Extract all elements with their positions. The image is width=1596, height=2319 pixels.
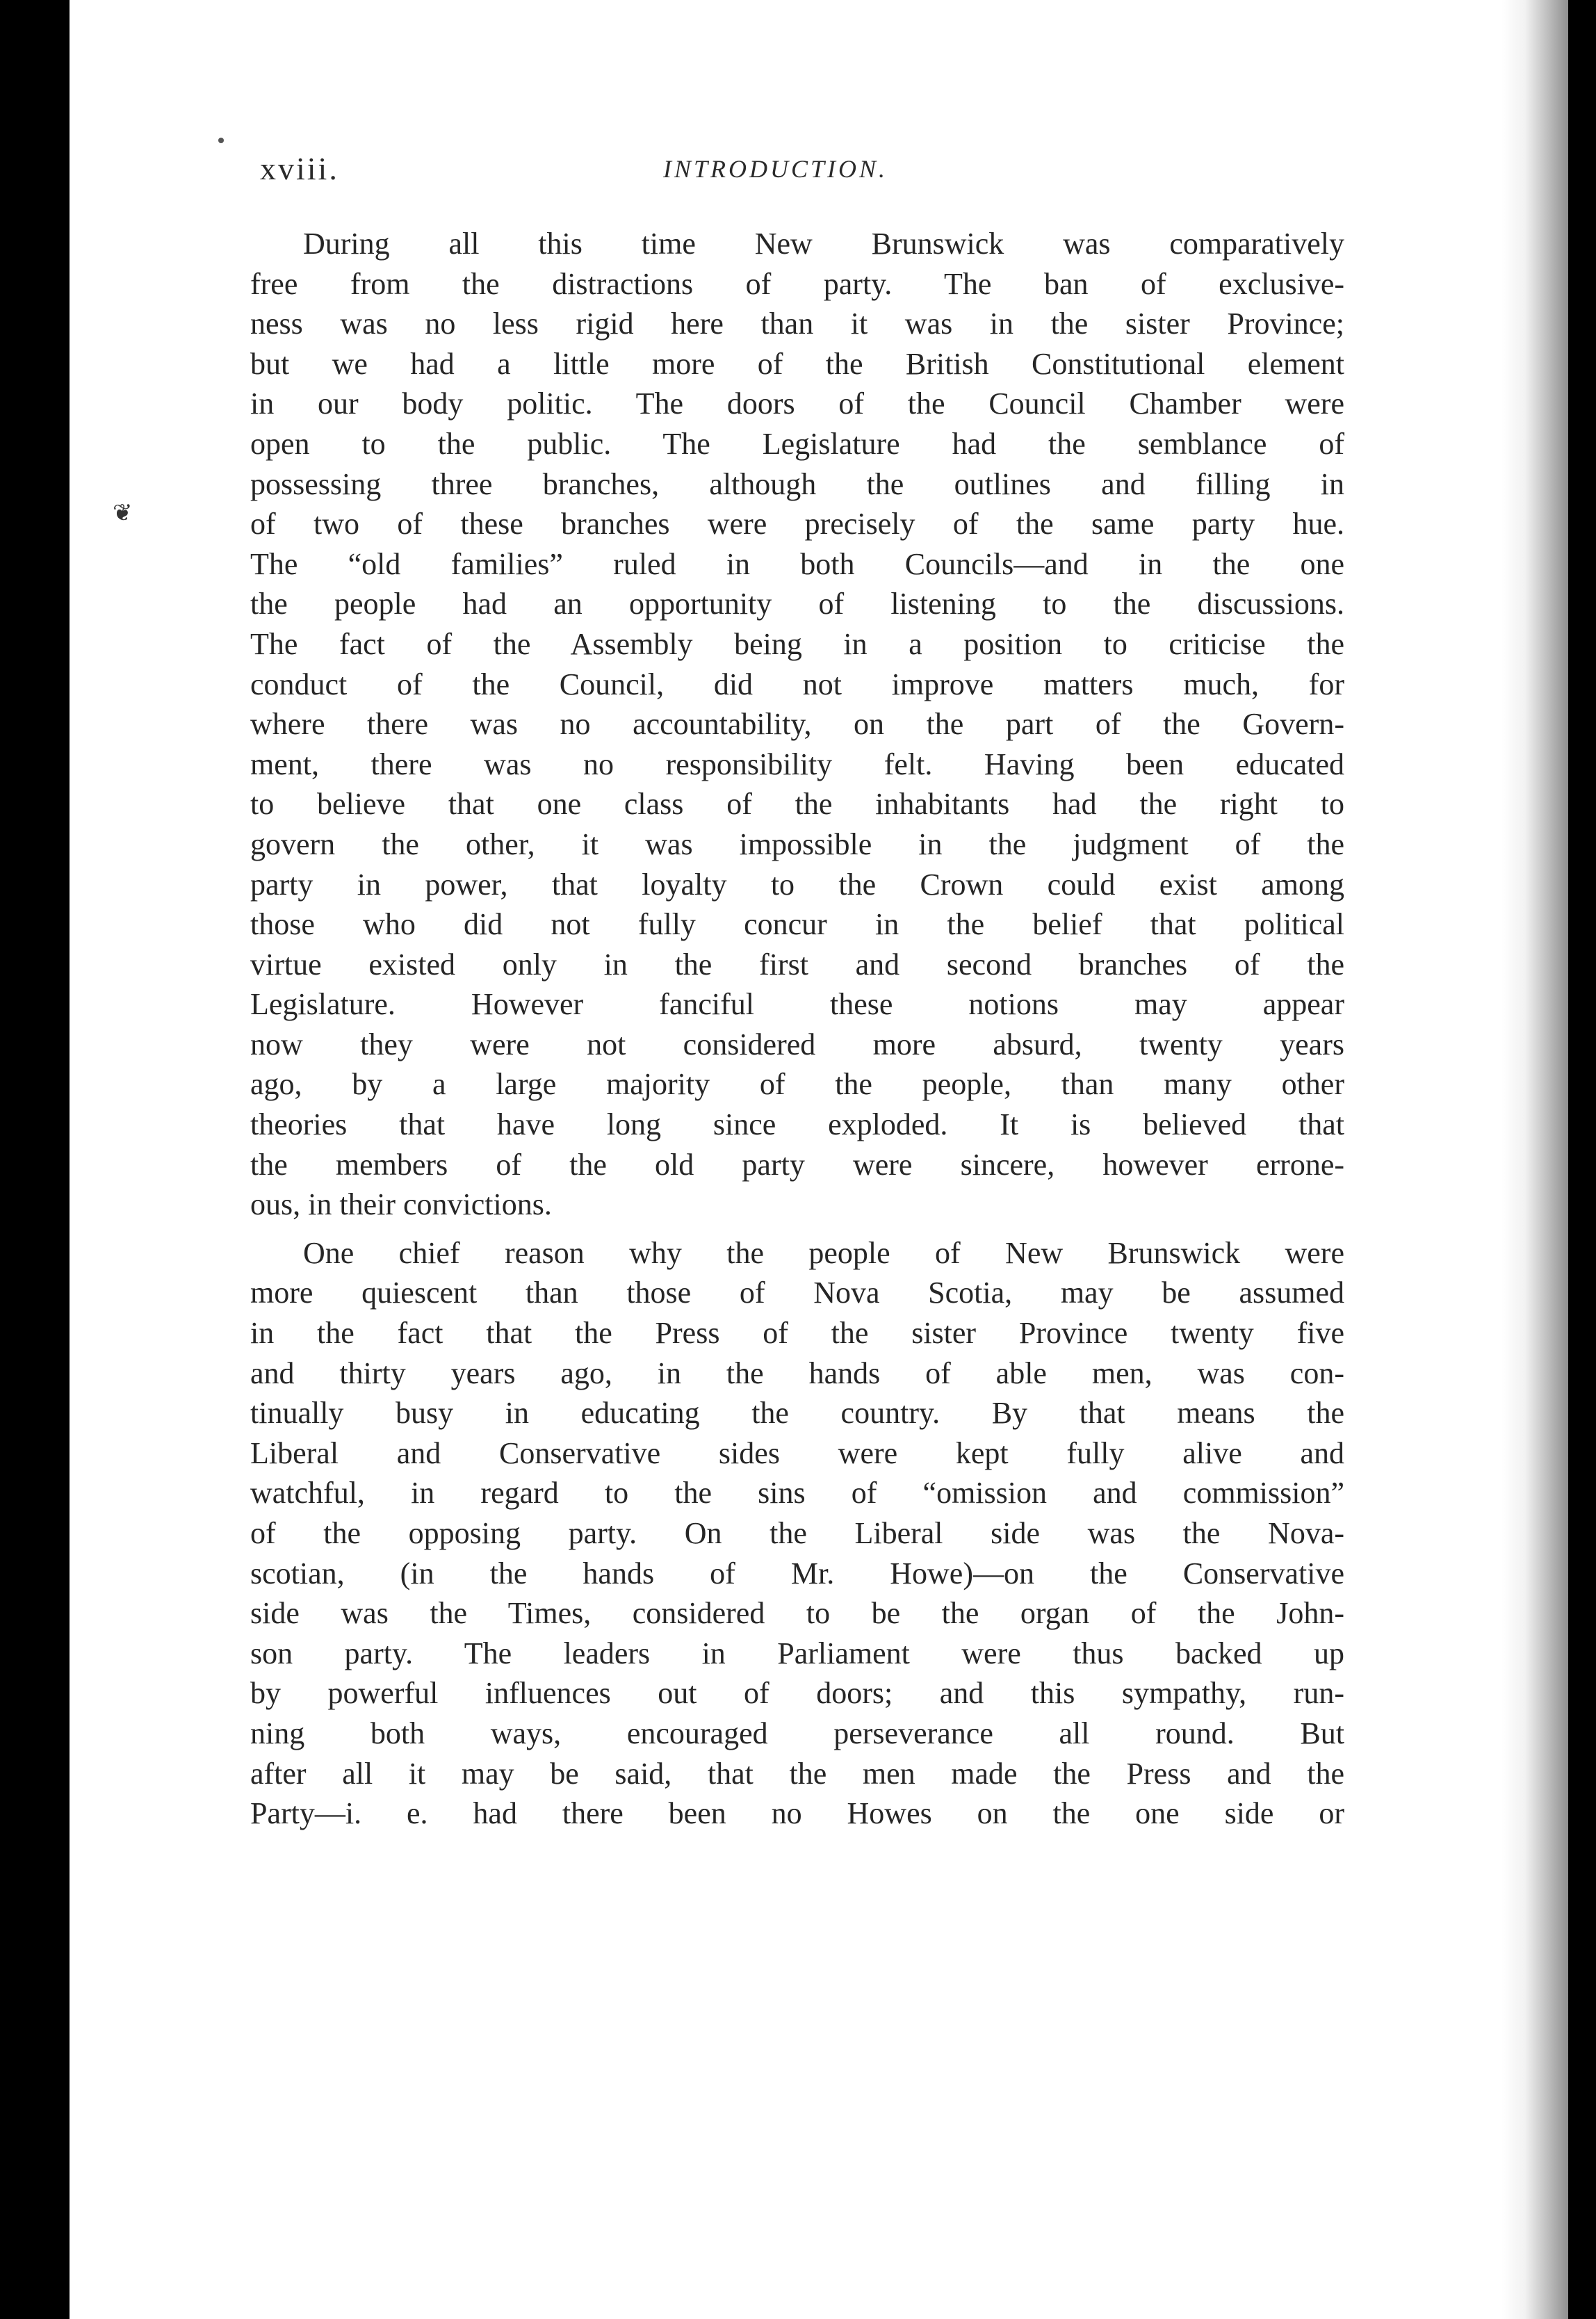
body-text xyxy=(250,224,1344,1834)
text-line: more quiescent than those of Nova Scotia, may be assumed xyxy=(250,1276,1344,1310)
text-line: During all this time New Brunswick was comparatively xyxy=(303,227,1344,261)
text-line: the members of the old party were sincere, however errone- xyxy=(250,1147,1344,1182)
text-line: The fact of the Assembly being in a position to criticise the xyxy=(250,626,1344,661)
text-line: ness was no less rigid here than it was in the sister Province; xyxy=(250,307,1344,341)
text-line: by powerful influences out of doors; and this sympathy, run- xyxy=(250,1676,1344,1711)
text-line: ous, in their convictions. xyxy=(250,1187,552,1222)
text-line: to believe that one class of the inhabitants had the right to xyxy=(250,787,1344,822)
text-line: where there was no accountability, on the part of the Govern- xyxy=(250,707,1344,742)
paragraph-2 xyxy=(250,1233,1344,1834)
text-line: son party. The leaders in Parliament were thus backed up xyxy=(250,1636,1344,1670)
text-line: of the opposing party. On the Liberal side was the Nova- xyxy=(250,1516,1344,1550)
paragraph-1 xyxy=(250,224,1344,1225)
text-line: now they were not considered more absurd, twenty years xyxy=(250,1027,1344,1061)
page-number: xviii. xyxy=(260,151,339,186)
text-line: and thirty years ago, in the hands of able men, was con- xyxy=(250,1356,1344,1390)
text-line: scotian, (in the hands of Mr. Howe)—on the Conservative xyxy=(250,1556,1344,1590)
text-line: in the fact that the Press of the sister Province twenty five xyxy=(250,1316,1344,1351)
text-line: ago, by a large majority of the people, than many other xyxy=(250,1067,1344,1102)
text-line: possessing three branches, although the outlines and filling in xyxy=(250,466,1344,501)
scan-left-border xyxy=(0,0,70,2319)
text-line: of two of these branches were precisely of the same party hue. xyxy=(250,507,1344,542)
scan-right-border xyxy=(1568,0,1596,2319)
text-line: virtue existed only in the first and second branches of the xyxy=(250,947,1344,982)
text-line: those who did not fully concur in the belief that political xyxy=(250,907,1344,942)
text-line: tinually busy in educating the country. By that means the xyxy=(250,1396,1344,1431)
text-line: theories that have long since exploded. It is believed that xyxy=(250,1107,1344,1142)
text-line: party in power, that loyalty to the Crown could exist among xyxy=(250,867,1344,902)
running-title: INTRODUCTION. xyxy=(663,155,888,183)
text-line: but we had a little more of the British Constitutional element xyxy=(250,346,1344,381)
text-line: Party—i. e. had there been no Howes on the one side or xyxy=(250,1796,1344,1831)
text-line: ment, there was no responsibility felt. Having been educated xyxy=(250,747,1344,781)
text-line: side was the Times, considered to be the organ of the John- xyxy=(250,1596,1344,1631)
text-line: Liberal and Conservative sides were kept fully alive and xyxy=(250,1435,1344,1470)
page-speck xyxy=(218,138,224,143)
text-line: in our body politic. The doors of the Council Chamber were xyxy=(250,386,1344,421)
margin-ornament-icon: ❦ xyxy=(113,499,133,527)
text-line: free from the distractions of party. The ban of exclusive- xyxy=(250,266,1344,301)
text-line: after all it may be said, that the men made the Press and the xyxy=(250,1756,1344,1791)
text-line: the people had an opportunity of listening to the discussions. xyxy=(250,587,1344,621)
text-line: watchful, in regard to the sins of “omission and commission” xyxy=(250,1476,1344,1511)
text-line: ning both ways, encouraged perseverance all round. But xyxy=(250,1716,1344,1750)
text-line: govern the other, it was impossible in the judgment of the xyxy=(250,827,1344,861)
text-line: The “old families” ruled in both Councils—and in the one xyxy=(250,546,1344,581)
text-line: conduct of the Council, did not improve matters much, for xyxy=(250,667,1344,701)
text-line: open to the public. The Legislature had the semblance of xyxy=(250,426,1344,461)
text-line: Legislature. However fanciful these notions may appear xyxy=(250,987,1344,1022)
text-line: One chief reason why the people of New Brunswick were xyxy=(303,1235,1344,1270)
scan-gutter-shadow xyxy=(1501,0,1568,2319)
running-head xyxy=(260,150,1342,192)
